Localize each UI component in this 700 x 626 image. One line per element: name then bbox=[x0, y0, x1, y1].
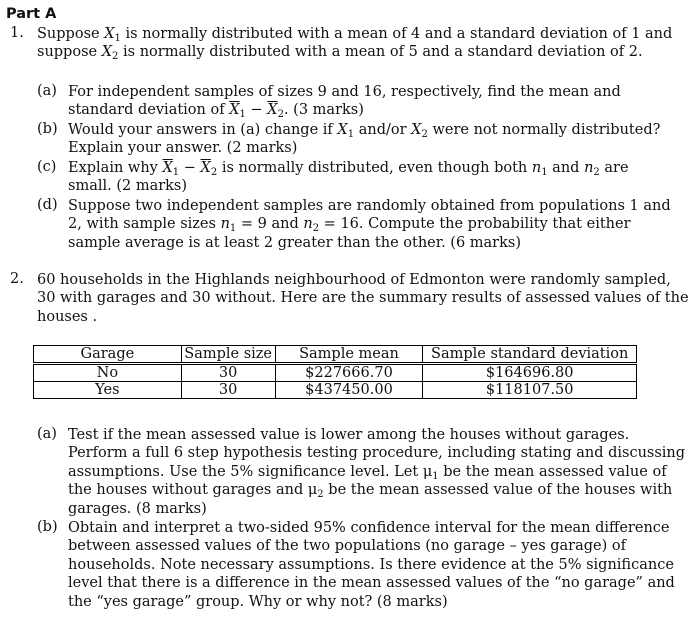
cell-sample-mean: $227666.70 bbox=[275, 364, 423, 382]
q1-part-c-text: Explain why $\overline{X}_1 - \overline{X}_2$ is normally distributed, even though both $n_1$ and $n_2$ are small. (2 marks) bbox=[68, 160, 629, 195]
header-sample-sd: Sample standard deviation bbox=[431, 346, 629, 362]
q2-part-a-label: (a) bbox=[37, 426, 57, 442]
question-1-number: 1. bbox=[10, 25, 24, 41]
q1-part-a-text: For independent samples of sizes 9 and 16, respectively, find the mean and standard deviation of $\overline{X}_1 - \overline{X}_2$. (3 marks) bbox=[68, 84, 621, 121]
q2-part-b-text: Obtain and interpret a two-sided 95% confidence interval for the mean difference between assessed values of the two populations (no garage – yes garage) of households. Note necessary assumptions. Is there evidence at the 5% significance level that there is a difference in the mean assessed values of the “no garage” and the “yes garage” group. Why or why not? (8 marks) bbox=[68, 520, 675, 610]
cell-sample-sd: $118107.50 bbox=[485, 382, 574, 398]
q1-part-b-label: (b) bbox=[37, 121, 58, 137]
q2-part-b-label: (b) bbox=[37, 519, 58, 535]
q1-part-a-label: (a) bbox=[37, 83, 57, 99]
header-garage: Garage bbox=[34, 346, 182, 364]
q2-part-a-text: Test if the mean assessed value is lower among the houses without garages. Perform a full 6 step hypothesis testing procedure, including stating and discussing assumptions. Use the 5% significance level. Let $\mu_1$ be the mean assessed value of the houses without garages and $\mu_2$ be the mean assessed value of the houses with garages. (8 marks) bbox=[68, 427, 686, 517]
cell-sample-sd: $164696.80 bbox=[423, 364, 637, 382]
cell-garage: Yes bbox=[34, 382, 182, 399]
question-2-intro: 60 households in the Highlands neighbourhood of Edmonton were randomly sampled, 30 with garages and 30 without. Here are the summary results of assessed values of the houses . bbox=[37, 272, 689, 325]
q1-part-d-text: Suppose two independent samples are randomly obtained from populations 1 and 2, with sample sizes $n_1 = 9$ and $n_2 = 16$. Compute the probability that either sample average is at least 2 greater than the other. (6 marks) bbox=[68, 198, 671, 251]
question-2-number: 2. bbox=[10, 271, 24, 287]
header-sample-mean: Sample mean bbox=[275, 346, 423, 364]
q1-part-d-label: (d) bbox=[37, 197, 58, 213]
part-heading: Part A bbox=[6, 6, 57, 22]
cell-sample-size: 30 bbox=[181, 364, 275, 382]
table-header-row bbox=[34, 346, 637, 364]
summary-table bbox=[33, 345, 637, 399]
cell-sample-mean: $437450.00 bbox=[275, 382, 423, 399]
table-row bbox=[34, 364, 637, 382]
question-1-intro: Suppose $X_1$ is normally distributed with a mean of 4 and a standard deviation of 1 and suppose $X_2$ is normally distributed with a mean of 5 and a standard deviation of 2. bbox=[37, 26, 673, 63]
table-row bbox=[34, 382, 637, 399]
q1-part-b-text: Would your answers in (a) change if $X_1$ and/or $X_2$ were not normally distributed? Explain your answer. (2 marks) bbox=[68, 122, 661, 157]
q1-part-c-label: (c) bbox=[37, 159, 57, 175]
cell-sample-size: 30 bbox=[181, 382, 275, 399]
header-sample-size: Sample size bbox=[181, 346, 275, 364]
cell-garage: No bbox=[34, 364, 182, 382]
